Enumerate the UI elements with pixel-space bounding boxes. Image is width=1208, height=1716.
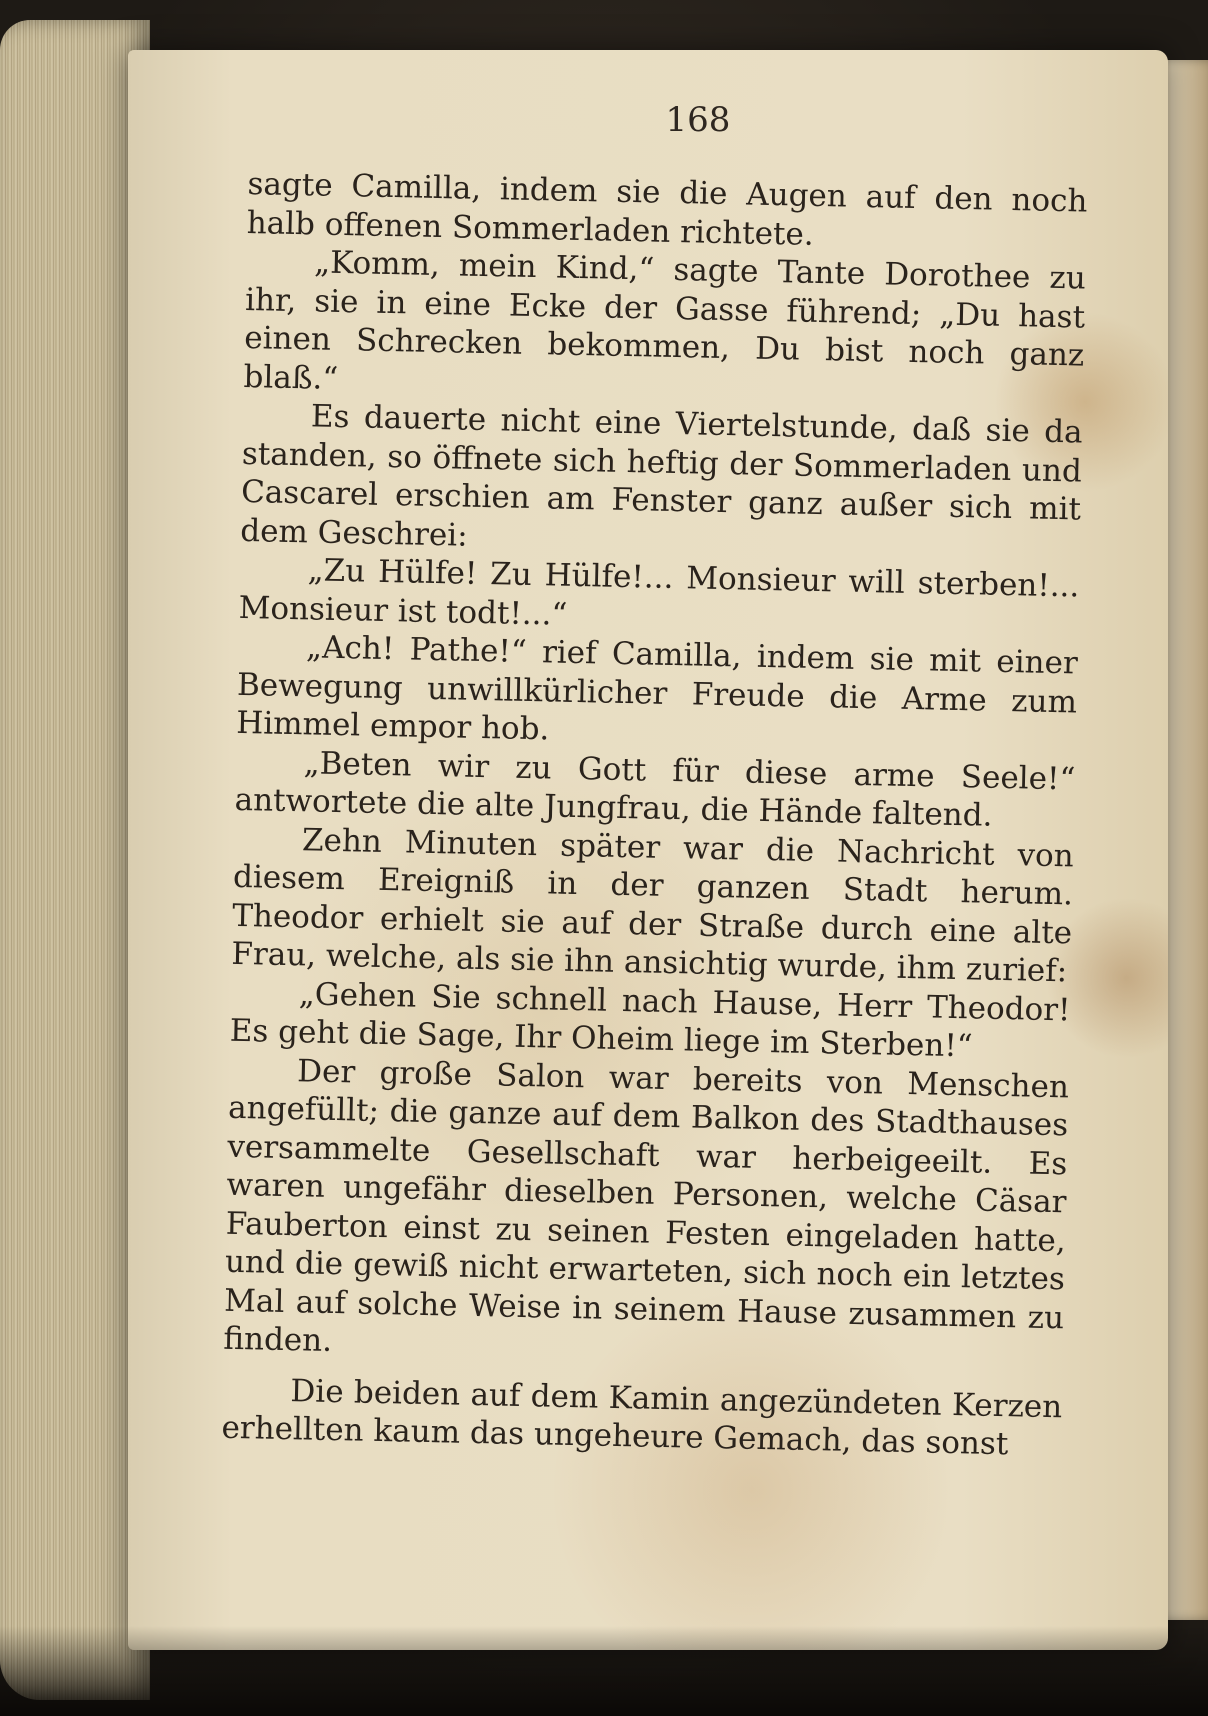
page-text — [221, 165, 1088, 1465]
paragraph: Zehn Minuten später war die Nachricht von diesem Ereigniß in der ganzen Stadt herum. Theodor erhielt sie auf der Straße durch eine alte Frau, welche, als sie ihn ansichtig wurde, ihm zurief: — [231, 821, 1075, 990]
paragraph: Die beiden auf dem Kamin angezündeten Kerzen erhellten kaum das ungeheure Gemach, das sonst — [221, 1372, 1063, 1463]
page-number: 168 — [665, 100, 731, 140]
paragraph: „Gehen Sie schnell nach Hause, Herr Theodor! Es geht die Sage, Ihr Oheim liege im Sterben!“ — [229, 975, 1071, 1065]
paragraph: sagte Camilla, indem sie die Augen auf den noch halb offenen Sommerladen richtete. — [246, 165, 1088, 253]
paragraph: Es dauerte nicht eine Viertelstunde, daß sie da standen, so öffnete sich heftig der Sommerladen und Cascarel erschien am Fenster ganz außer sich mit dem Geschrei: — [239, 398, 1083, 554]
paragraph: Der große Salon war bereits von Menschen angefüllt; die ganze auf dem Balkon des Stadthauses versammelte Gesellschaft war herbeigeeilt. Es waren ungefähr dieselben Personen, welche Cäsar Fauberton einst zu seinen Festen eingeladen hatte, und die gewiß nicht erwarteten, sich noch ein letztes Mal auf solche Weise in seinem Hause zusammen zu finden. — [223, 1052, 1070, 1360]
paragraph: „Komm, mein Kind,“ sagte Tante Dorothee zu ihr, sie in eine Ecke der Gasse führend; „Du hast einen Schrecken bekommen, Du bist noch ganz blaß.“ — [243, 244, 1087, 397]
bottom-shadow — [0, 1626, 1208, 1716]
book-page — [128, 50, 1168, 1650]
paragraph: „Zu Hülfe! Zu Hülfe!... Monsieur will sterben!... Monsieur ist todt!...“ — [238, 552, 1080, 633]
paragraph: „Beten wir zu Gott für diese arme Seele!“ antwortete die alte Jungfrau, die Hände faltend. — [234, 744, 1076, 834]
paragraph: „Ach! Pathe!“ rief Camilla, indem sie mit einer Bewegung unwillkürlicher Freude die Arme zum Himmel empor hob. — [235, 629, 1079, 748]
